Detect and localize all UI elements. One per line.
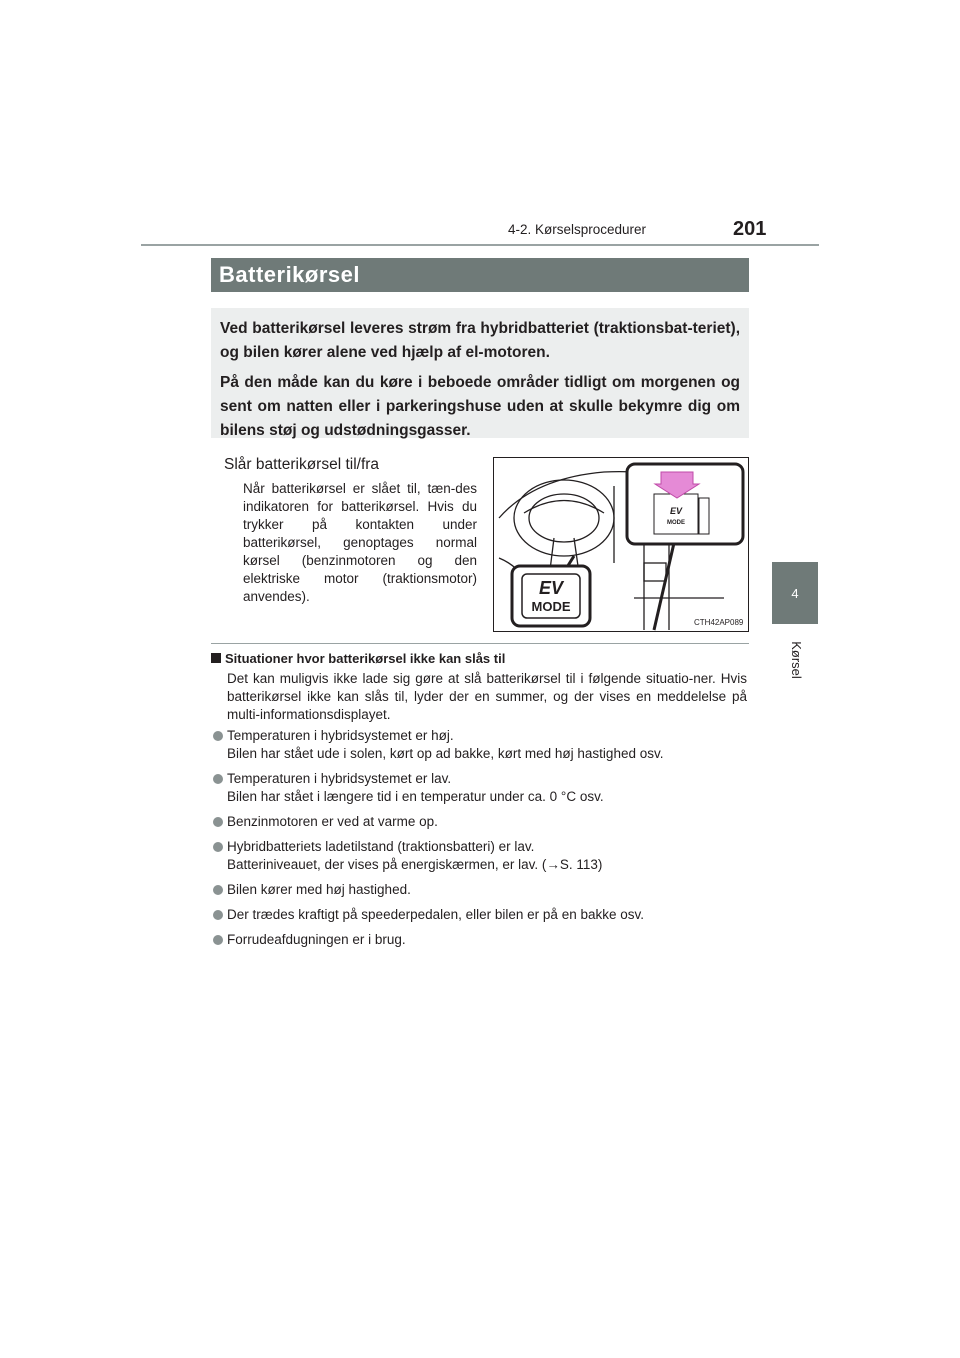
- list-item: Benzinmotoren er ved at varme op.: [211, 813, 751, 831]
- page-number: 201: [733, 218, 767, 240]
- chapter-tab-label: Kørsel: [789, 641, 804, 679]
- list-item: Temperaturen i hybridsystemet er høj. Bilen har stået ude i solen, kørt op ad bakke, kørt med høj hastighed osv.: [211, 727, 751, 763]
- chapter-tab-number: 4: [772, 562, 818, 624]
- dashboard-drawing: [494, 458, 748, 631]
- list-item: Forrudeafdugningen er i brug.: [211, 931, 751, 949]
- ev-small-label: EV: [669, 506, 683, 516]
- square-bullet-icon: [211, 653, 221, 663]
- switch-description: Når batterikørsel er slået til, tæn-des indikatoren for batterikørsel. Hvis du trykker på kontakten under batterikørsel, genoptages normal kørsel (benzinmotoren og den elektriske motor (traktionsmotor) anvendes).: [243, 481, 477, 604]
- bullet-icon: [213, 910, 223, 920]
- bullet-icon: [213, 731, 223, 741]
- list-item: Der trædes kraftigt på speederpedalen, eller bilen er på en bakke osv.: [211, 906, 751, 924]
- intro-paragraph: På den måde kan du køre i beboede områder tidligt om morgenen og sent om natten eller i parkeringshuse uden at skulle bekymre dig om bilens støj og udstødningsgasser.: [220, 374, 740, 439]
- figure-code: CTH42AP089: [694, 618, 744, 627]
- situations-list: [211, 727, 751, 956]
- situations-intro: Det kan muligvis ikke lade sig gøre at slå batterikørsel til i følgende situatio-ner. Hvis batterikørsel ikke kan slås til, lyder der en summer, og der vises en meddelelse på multi-informationsdisplayet.: [227, 671, 747, 722]
- list-item: Hybridbatteriets ladetilstand (traktionsbatteri) er lav. Batteriniveauet, der vises på energiskærmen, er lav. (→S. 113): [211, 838, 751, 874]
- page-title: Batterikørsel: [211, 258, 749, 292]
- ev-mode-illustration: [493, 457, 749, 632]
- bullet-icon: [213, 885, 223, 895]
- situations-heading-text: Situationer hvor batterikørsel ikke kan slås til: [225, 651, 506, 666]
- bullet-icon: [213, 842, 223, 852]
- situations-heading: [211, 651, 505, 666]
- list-item: Temperaturen i hybridsystemet er lav. Bilen har stået i længere tid i en temperatur under ca. 0 °C osv.: [211, 770, 751, 806]
- bullet-icon: [213, 817, 223, 827]
- mode-small-label: MODE: [667, 520, 685, 526]
- intro-box: [211, 308, 749, 438]
- list-item: Bilen kører med høj hastighed.: [211, 881, 751, 899]
- ev-label: EV: [538, 578, 564, 598]
- section-title: 4-2. Kørselsprocedurer: [508, 222, 647, 237]
- header-rule: [141, 244, 819, 246]
- mode-label: MODE: [531, 599, 571, 614]
- intro-paragraph: Ved batterikørsel leveres strøm fra hybridbatteriet (traktionsbat-teriet), og bilen kører alene ved hjælp af el-motoren.: [220, 320, 740, 361]
- section-divider: [211, 643, 749, 644]
- switch-heading: Slår batterikørsel til/fra: [224, 456, 380, 473]
- bullet-icon: [213, 935, 223, 945]
- bullet-icon: [213, 774, 223, 784]
